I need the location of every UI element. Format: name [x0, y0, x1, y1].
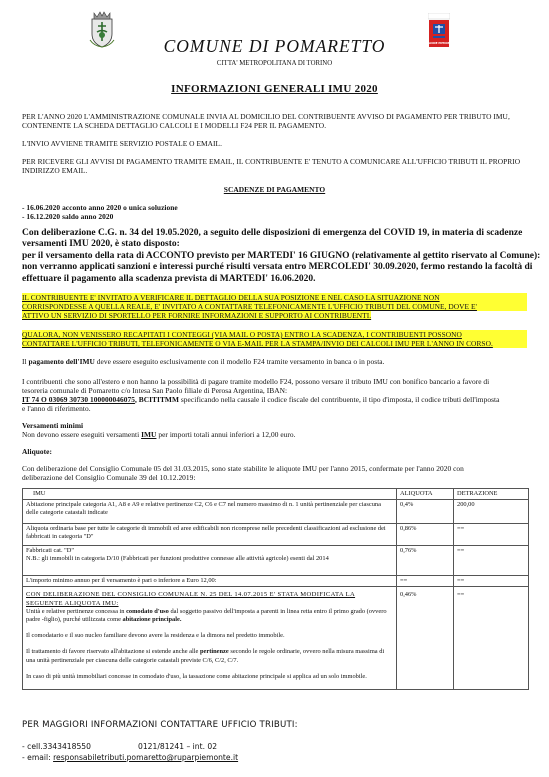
row-aliquota: 0,46% [397, 587, 454, 690]
table-row [23, 576, 529, 587]
delibera-line: non verranno applicati sanzioni e interessi purché risulti versata entro MERCOLEDI' 30.09.2020, fermo restando la facoltà di [22, 262, 533, 272]
iban-value: IT 74 O 03069 30730 100000046075 [22, 395, 135, 404]
row-text-part: secondo le regole ordinarie, ovvero nella misura massima di una unità pertinenziale per ciascuna delle categorie catastali previste C/6, C/2, C/7. [26, 648, 385, 664]
delibera-line: versamenti IMU 2020, è stato disposto: [22, 239, 180, 249]
highlight-line: ATTIVO UN SERVIZIO DI SPORTELLO PER FORNIRE INFORMAZIONI E SUPPORTO AI CONTRIBUENTI. [22, 311, 372, 320]
row-aliquota: 0,86% [397, 524, 454, 546]
table-row [23, 587, 529, 690]
row-aliquota: 0,76% [397, 546, 454, 576]
row-text-part: Unità e relative pertinenze concessa in [26, 607, 127, 615]
row-description: L'importo minimo annuo per il versamento è pari o inferiore a Euro 12,00: [23, 576, 397, 587]
estero-line3: specificando nella causale il codice fiscale del contribuente, il tipo d'imposta, il codice tributi dell'imposta [178, 395, 500, 404]
row-text-bold: pertinenze [199, 648, 229, 656]
footer-phone: 0121/81241 – int. 02 [138, 742, 218, 751]
footer-title: PER MAGGIORI INFORMAZIONI CONTATTARE UFFICIO TRIBUTI: [22, 720, 298, 730]
estero-line: tesoreria comunale di Pomaretto c/o Intesa San Paolo filiale di Perosa Argentina, IBAN: [22, 386, 288, 395]
footer-email-label: - email: [22, 753, 54, 762]
pagamento-paragraph [22, 357, 527, 366]
row-desc-line: N.B.: gli immobili in categoria D/10 (Fabbricati per funzioni produttive connesse alle attività agricole) esenti dal 2014 [26, 555, 329, 563]
intro-paragraph-2: L'INVIO AVVIENE TRAMITE SERVIZIO POSTALE O EMAIL. [22, 139, 223, 148]
aliquote-line: deliberazione del Consiglio Comunale 39 del 10.12.2019: [22, 473, 196, 482]
row-description: Abitazione principale categoria A1, A8 e A9 e relative pertinenze C2, C6 e C7 nel numero massimo di n. 1 unità pertinenziale per ciascuna delle categorie catastali indicate [23, 500, 397, 524]
scadenza-item: - 16.12.2020 saldo anno 2020 [22, 212, 114, 221]
row-detrazione: == [454, 576, 529, 587]
aliquote-line: Con deliberazione del Consiglio Comunale 05 del 31.03.2015, sono state stabilite le aliquote IMU per l'anno 2015, confermate per l'anno 2020 con [22, 464, 464, 473]
row-detrazione: == [454, 587, 529, 690]
minimi-pre: Non devono essere eseguiti versamenti [22, 430, 142, 439]
highlight-line: CONTATTARE L'UFFICIO TRIBUTI, TELEFONICAMENTE O VIA E-MAIL PER LA STAMPA/INVIO DEI CALCOLI IMU PER L'ANNO IN CORSO. [22, 339, 527, 348]
highlight-line: QUALORA, NON VENISSERO RECAPITATI I CONTEGGI (VIA MAIL O POSTA) ENTRO LA SCADENZA, I CONTRIBUENTI POSSONO [22, 330, 527, 339]
bic-value: , BCITITMM [134, 395, 179, 404]
info-title: INFORMAZIONI GENERALI IMU 2020 [171, 83, 378, 95]
intro-paragraph-1: PER L'ANNO 2020 L'AMMINISTRAZIONE COMUNALE INVIA AL DOMICILIO DEL CONTRIBUENTE AVVISO DI PAGAMENTO PER TRIBUTO IMU, CONTENENTE LA SCHEDA DETTAGLIO CALCOLI E I MODELLI F24 PER IL PAGAMENTO. [22, 112, 510, 131]
footer-email-link[interactable]: responsabiletributi.pomaretto@ruparpiemonte.it [53, 753, 239, 762]
pagamento-rest: deve essere eseguito esclusivamente con il modello F24 tramite versamento in banca o in posta. [94, 357, 385, 366]
table-row [23, 524, 529, 546]
scadenze-title: SCADENZE DI PAGAMENTO [223, 185, 326, 194]
row-text-bold: abitazione principale. [122, 616, 182, 624]
row-text-bold: comodato d'uso [126, 607, 169, 615]
row-aliquota: 0,4% [397, 500, 454, 524]
row-detrazione: == [454, 546, 529, 576]
aliquote-title: Aliquote: [22, 447, 53, 456]
city-subtitle: CITTA' METROPOLITANA DI TORINO [216, 60, 333, 67]
minimi-post: per importi totali annui inferiori a 12,00 euro. [156, 430, 296, 439]
minimi-title: Versamenti minimi [22, 421, 84, 430]
row-detrazione: == [454, 524, 529, 546]
row-text-part: Il trattamento di favore riservato all'abitazione si estende anche alle [26, 648, 200, 656]
estero-line: I contribuenti che sono all'estero e non hanno la possibilità di pagare tramite modello F24, possono versare il tributo IMU con bonifico bancario a favore di [22, 377, 490, 386]
row-text: Il comodatario e il suo nucleo familiare devono avere la residenza e la dimora nel predetto immobile. [26, 632, 285, 640]
row-text [26, 648, 393, 664]
row-description [23, 587, 397, 690]
intro-paragraph-3: PER RICEVERE GLI AVVISI DI PAGAMENTO TRAMITE EMAIL, IL CONTRIBUENTE E' TENUTO A COMUNICARE ALL'UFFICIO TRIBUTI IL PROPRIO INDIRIZZO EMAIL. [22, 157, 521, 176]
pagamento-bold: pagamento dell'IMU [28, 357, 95, 366]
row-text-part: dal soggetto passivo dell'imposta a parenti in linea retta entro il primo grado (ovvero padre -figlio), purché utilizzata come [26, 607, 387, 624]
delibera-line: per il versamento della rata di ACCONTO previsto per MARTEDI' 16 GIUGNO (relativamente al gettito riservato al Comune): [22, 251, 541, 261]
table-header: DETRAZIONE [454, 489, 529, 500]
pagamento-lead: Il [22, 357, 29, 366]
table-header-row [23, 489, 529, 500]
estero-iban-line [22, 395, 499, 404]
row-description: Aliquota ordinaria base per tutte le categorie di immobili ed aree edificabili non ricomprese nelle precedenti classificazioni ad esclusione dei fabbricati in categoria "D" [23, 524, 397, 546]
row-detrazione: 200,00 [454, 500, 529, 524]
estero-line: e l'anno di riferimento. [22, 404, 91, 413]
table-row [23, 500, 529, 524]
row-head-line: SEGUENTE ALIQUOTA IMU: [26, 599, 119, 607]
row-description [23, 546, 397, 576]
footer-cell: - cell.3343418550 [22, 742, 91, 751]
table-row [23, 546, 529, 576]
row-head-line: CON DELIBERAZIONE DEL CONSIGLIO COMUNALE N. 25 DEL 14.07.2015 E' STATA MODIFICATA LA [26, 591, 356, 599]
row-text [26, 608, 393, 624]
highlight-line: CORRISPONDESSE A QUELLA REALE, E' INVITATO A CONTATTARE TELEFONICAMENTE L'UFFICIO TRIBUTI DEL COMUNE, DOVE E' [22, 302, 527, 311]
delibera-line: Con deliberazione C.G. n. 34 del 19.05.2020, a seguito delle disposizioni di emergenza del COVID 19, in materia di scadenze [22, 228, 523, 238]
page-title: COMUNE DI POMARETTO [163, 36, 386, 56]
minimi-text [22, 430, 296, 439]
delibera-line: effettuare il pagamento alla scadenza prevista di MARTEDI' 16.06.2020. [22, 274, 316, 284]
aliquote-table [22, 488, 529, 690]
scadenza-item: - 16.06.2020 acconto anno 2020 o unica soluzione [22, 203, 178, 212]
row-aliquota: == [397, 576, 454, 587]
highlight-line: IL CONTRIBUENTE E' INVITATO A VERIFICARE IL DETTAGLIO DELLA SUA POSIZIONE E NEL CASO LA SITUAZIONE NON [22, 293, 527, 302]
regione-logo-text: REGIONE PIEMONTE [424, 42, 454, 45]
minimi-bold: IMU [141, 430, 157, 439]
row-desc-line: Fabbricati cat. "D" [26, 547, 74, 555]
table-header: ALIQUOTA [397, 489, 454, 500]
table-header: IMU [23, 489, 397, 500]
row-text: In caso di più unità immobiliari concesse in comodato d'uso, la tassazione come abitazione principale si applica ad un solo immobile. [26, 672, 367, 680]
footer-email-row [22, 753, 238, 763]
